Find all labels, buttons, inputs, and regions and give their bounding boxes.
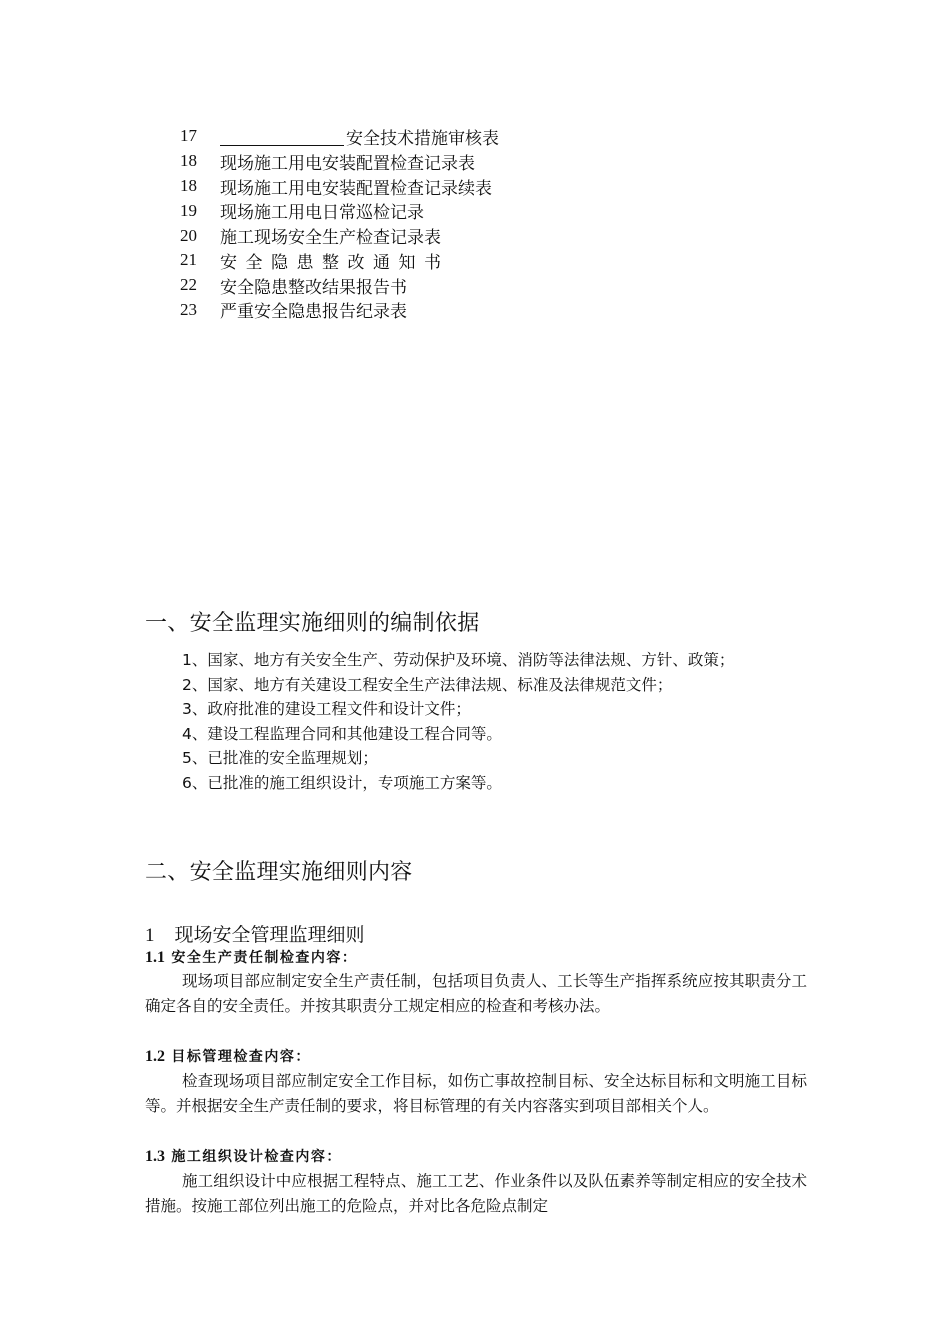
list-item-text: 现场施工用电安装配置检查记录续表 xyxy=(220,178,492,199)
list-item-number: 21 xyxy=(180,250,197,270)
subsection-number: 1 xyxy=(145,925,155,946)
fill-in-blank-line xyxy=(220,127,344,146)
clause-body-1-3 xyxy=(145,1169,807,1218)
list-item-number: 19 xyxy=(180,200,197,220)
list-item-number: 17 xyxy=(180,126,197,146)
basis-item: 1、国家、地方有关安全生产、劳动保护及环境、消防等法律法规、方针、政策； xyxy=(182,651,735,669)
form-list xyxy=(180,124,740,322)
section-heading-basis: 一、安全监理实施细则的编制依据 xyxy=(145,611,480,636)
list-item-number: 22 xyxy=(180,275,197,295)
basis-list xyxy=(145,648,807,796)
list-item-text: 安全隐患整改结果报告书 xyxy=(220,277,407,298)
list-item xyxy=(180,273,740,298)
clause-title: 目标管理检查内容： xyxy=(171,1049,311,1065)
basis-item: 5、已批准的安全监理规划； xyxy=(182,749,378,768)
clause-body-1-1 xyxy=(145,969,807,1018)
list-item-text: 施工现场安全生产检查记录表 xyxy=(220,228,441,249)
paragraph: 施工组织设计中应根据工程特点、施工工艺、作业条件以及队伍素养等制定相应的安全技术措施。按施工部位列出施工的危险点，并对比各危险点制定 xyxy=(145,1172,807,1215)
clause-title: 安全生产责任制检查内容： xyxy=(171,950,358,966)
clause-heading-1-3 xyxy=(145,1146,342,1166)
list-item xyxy=(180,223,740,248)
list-item-number: 18 xyxy=(180,175,197,195)
subsection-heading xyxy=(145,920,365,947)
clause-number: 1.3 xyxy=(145,1148,165,1165)
list-item xyxy=(180,198,740,223)
clause-heading-1-1 xyxy=(145,947,357,967)
list-item xyxy=(180,174,740,199)
list-item-text: 安全技术措施审核表 xyxy=(346,128,499,149)
basis-item: 4、建设工程监理合同和其他建设工程合同等。 xyxy=(182,724,502,743)
list-item-number: 18 xyxy=(180,151,197,171)
list-item xyxy=(180,149,740,174)
list-item-number: 20 xyxy=(180,225,197,245)
clause-heading-1-2 xyxy=(145,1046,311,1066)
list-item xyxy=(180,248,740,273)
clause-body-1-2 xyxy=(145,1069,807,1118)
basis-item: 2、国家、地方有关建设工程安全生产法律法规、标准及法律规范文件； xyxy=(182,675,673,694)
basis-item: 6、已批准的施工组织设计，专项施工方案等。 xyxy=(182,773,502,792)
list-item-text: 现场施工用电安装配置检查记录表 xyxy=(220,153,475,174)
basis-item: 3、政府批准的建设工程文件和设计文件； xyxy=(182,700,471,719)
section-heading-content: 二、安全监理实施细则内容 xyxy=(145,860,413,885)
paragraph: 现场项目部应制定安全生产责任制，包括项目负责人、工长等生产指挥系统应按其职责分工确定各自的安全责任。并按其职责分工规定相应的检查和考核办法。 xyxy=(145,972,807,1015)
clause-number: 1.2 xyxy=(145,1048,165,1065)
subsection-title: 现场安全管理监理细则 xyxy=(174,924,365,946)
list-item-number: 23 xyxy=(180,299,197,319)
list-item-text: 严重安全隐患报告纪录表 xyxy=(220,302,407,323)
list-item-text: 现场施工用电日常巡检记录 xyxy=(220,203,424,224)
paragraph: 检查现场项目部应制定安全工作目标，如伤亡事故控制目标、安全达标目标和文明施工目标等。并根据安全生产责任制的要求，将目标管理的有关内容落实到项目部相关个人。 xyxy=(145,1072,807,1115)
list-item xyxy=(180,298,740,323)
list-item-text: 安全隐患整改通知书 xyxy=(220,252,450,273)
clause-number: 1.1 xyxy=(145,949,165,966)
list-item xyxy=(180,124,740,149)
clause-title: 施工组织设计检查内容： xyxy=(171,1149,342,1165)
